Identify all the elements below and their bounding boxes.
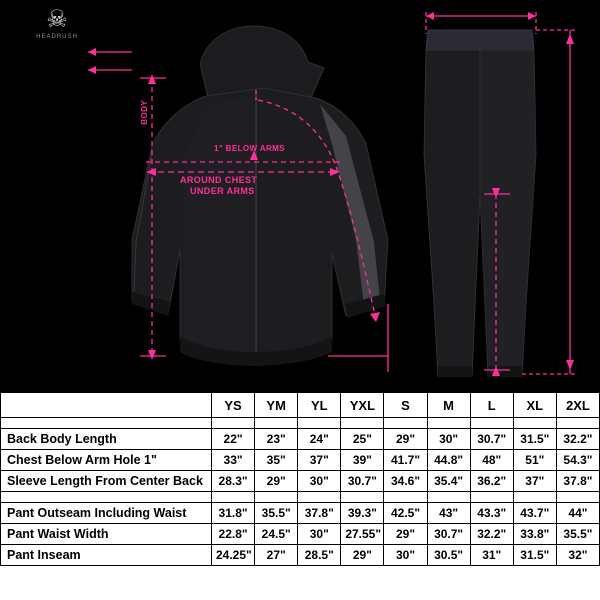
size-chart-table-wrapper — [0, 392, 600, 600]
table-header-row — [1, 393, 600, 418]
cell: 30" — [384, 545, 427, 566]
cell: 48" — [470, 450, 513, 471]
cell: 28.5" — [298, 545, 341, 566]
row-label-pant-outseam: Pant Outseam Including Waist — [1, 503, 212, 524]
label-around-chest: AROUND CHEST — [180, 175, 258, 185]
header-size-ys: YS — [212, 393, 255, 418]
header-size-2xl: 2XL — [556, 393, 599, 418]
label-below-arms: 1" BELOW ARMS — [214, 144, 285, 153]
cell: 31" — [470, 545, 513, 566]
cell: 24.25" — [212, 545, 255, 566]
table-row — [1, 450, 600, 471]
skull-icon: ☠ — [46, 6, 68, 33]
cell: 30.5" — [427, 545, 470, 566]
cell: 28.3" — [212, 471, 255, 492]
table-row — [1, 545, 600, 566]
cell: 35.5" — [556, 524, 599, 545]
cell: 27" — [255, 545, 298, 566]
cell: 41.7" — [384, 450, 427, 471]
cell: 23" — [255, 429, 298, 450]
cell: 29" — [255, 471, 298, 492]
cell: 32" — [556, 545, 599, 566]
cell: 27.55" — [341, 524, 384, 545]
row-label-back-body-length: Back Body Length — [1, 429, 212, 450]
label-under-arms: UNDER ARMS — [190, 186, 255, 196]
header-size-s: S — [384, 393, 427, 418]
cell: 25" — [341, 429, 384, 450]
cell: 35.4" — [427, 471, 470, 492]
label-body: BODY — [140, 100, 149, 125]
cell: 35.5" — [255, 503, 298, 524]
cell: 51" — [513, 450, 556, 471]
cell: 37" — [513, 471, 556, 492]
row-label-pant-inseam: Pant Inseam — [1, 545, 212, 566]
cell: 33.8" — [513, 524, 556, 545]
row-label-chest-below-arm-hole: Chest Below Arm Hole 1" — [1, 450, 212, 471]
cell: 29" — [384, 429, 427, 450]
cell: 30.7" — [470, 429, 513, 450]
table-row — [1, 524, 600, 545]
cell: 34.6" — [384, 471, 427, 492]
cell: 32.2" — [556, 429, 599, 450]
jacket-illustration — [88, 4, 408, 392]
cell: 36.2" — [470, 471, 513, 492]
pants-illustration — [400, 4, 600, 392]
cell: 22.8" — [212, 524, 255, 545]
header-size-ym: YM — [255, 393, 298, 418]
header-size-yxl: YXL — [341, 393, 384, 418]
cell: 24" — [298, 429, 341, 450]
table-row — [1, 503, 600, 524]
table-spacer-row-top — [1, 418, 600, 429]
cell: 31.5" — [513, 429, 556, 450]
cell: 31.5" — [513, 545, 556, 566]
table-spacer-row-middle — [1, 492, 600, 503]
row-label-pant-waist-width: Pant Waist Width — [1, 524, 212, 545]
cell: 39.3" — [341, 503, 384, 524]
cell: 30" — [298, 524, 341, 545]
cell: 30" — [298, 471, 341, 492]
header-size-l: L — [470, 393, 513, 418]
cell: 43.7" — [513, 503, 556, 524]
cell: 54.3" — [556, 450, 599, 471]
table-row — [1, 471, 600, 492]
cell: 44.8" — [427, 450, 470, 471]
header-measurement — [1, 393, 212, 418]
cell: 33" — [212, 450, 255, 471]
cell: 37.8" — [298, 503, 341, 524]
cell: 35" — [255, 450, 298, 471]
row-label-sleeve-length: Sleeve Length From Center Back — [1, 471, 212, 492]
cell: 39" — [341, 450, 384, 471]
cell: 22" — [212, 429, 255, 450]
cell: 30.7" — [341, 471, 384, 492]
cell: 32.2" — [470, 524, 513, 545]
header-size-m: M — [427, 393, 470, 418]
cell: 42.5" — [384, 503, 427, 524]
cell: 30.7" — [427, 524, 470, 545]
cell: 43" — [427, 503, 470, 524]
header-size-xl: XL — [513, 393, 556, 418]
size-chart-table — [0, 392, 600, 566]
cell: 37.8" — [556, 471, 599, 492]
cell: 37" — [298, 450, 341, 471]
header-size-yl: YL — [298, 393, 341, 418]
cell: 44" — [556, 503, 599, 524]
cell: 24.5" — [255, 524, 298, 545]
cell: 29" — [341, 545, 384, 566]
cell: 30" — [427, 429, 470, 450]
table-row — [1, 429, 600, 450]
cell: 29" — [384, 524, 427, 545]
brand-name: HEADRUSH — [36, 34, 78, 40]
cell: 43.3" — [470, 503, 513, 524]
cell: 31.8" — [212, 503, 255, 524]
